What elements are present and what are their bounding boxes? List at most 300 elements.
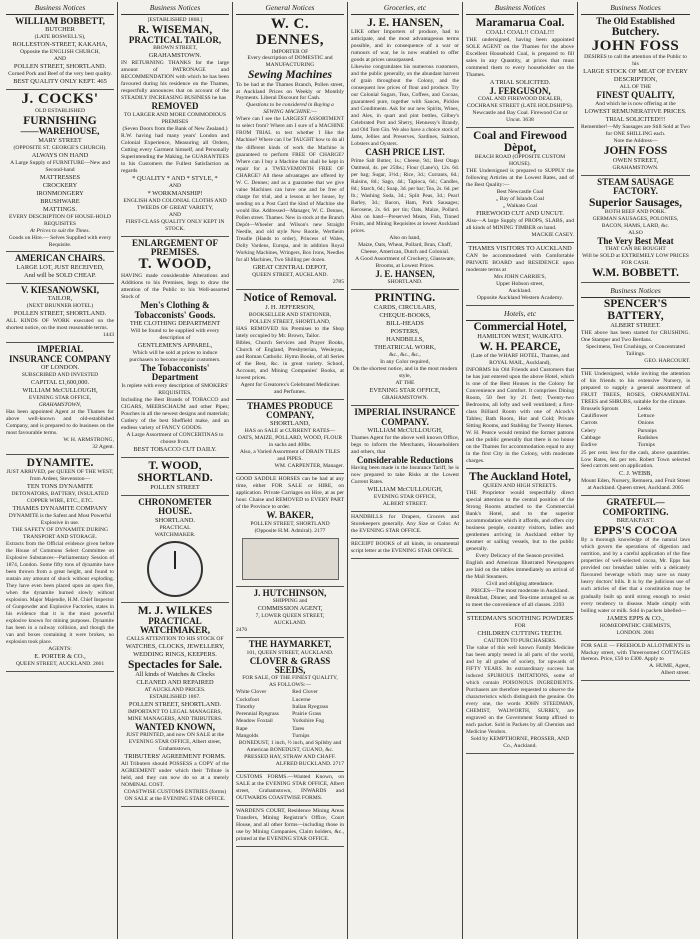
advert-body-text: By a thorough knowledge of the natural laws which govern the operations of digestion and nutrition, and by a careful application of the fine properties of well-selected cocoa, Mr. Epps has provided our breakfast tables with a delicately flavoured beverage which may save us many heavy doctors' bills. It is by the judicious use of such articles of diet that a constitution may be gradually built up until strong enough to resist every tendency to disease. Made simply with boiling water or milk. Sold in packets labelled— xyxy=(581,537,690,614)
advert-imperial-insurance xyxy=(6,343,114,455)
advert-line: CAN be accommodated with Comfortable PRIVATE BOARD and RESIDENCE upon moderate terms at xyxy=(466,253,574,274)
advert-line: JUST PRINTED, and now ON SALE at the EVENING STAR OFFICE, Albert street, Grahamstown, xyxy=(125,732,225,752)
advert-bobbett-butcher xyxy=(6,15,114,90)
price-list-item: Timothy xyxy=(236,703,256,710)
advert-line: Has been appointed Agent at the Thames for above well-known and old-established Company, and is prepared to do business on the most favourable terms. xyxy=(6,409,114,437)
advert-line: OF LONDON. xyxy=(40,364,80,372)
advert-line: J. FERGUSON, xyxy=(489,85,551,96)
advert-line: And which he is now offering at the xyxy=(595,100,676,107)
advert-line: The Auckland Hotel, xyxy=(469,471,571,484)
advert-line: SHORTLAND, xyxy=(270,420,310,428)
advert-line: PRESSED HAY, STRAW AND CHAFF. xyxy=(244,754,336,761)
advert-line: POLLEN STREET, SHORTLAND. xyxy=(128,700,222,708)
advert-line: PRACTICAL TAILOR, xyxy=(128,35,222,46)
advert-line: Is replete with every description of SMOKERS' REQUISITES, xyxy=(121,382,229,396)
advert-thames-visitors xyxy=(466,243,574,306)
advert-line: BONEDUST, 1 inch, ½ inch, and Spilsby and American BONEDUST, GUANO, &c. xyxy=(238,740,342,754)
advert-line: COASTWISE CUSTOMS ENTRIES (forms) ON SALE at the EVENING STAR OFFICE. xyxy=(123,788,227,802)
advert-line: Remember!—My Sausages are Still Sold at Two for ONE SHILLING each. xyxy=(581,123,690,137)
advert-line: OWEN STREET, xyxy=(612,156,659,164)
advert-line: IMPERIAL INSURANCE xyxy=(354,407,456,418)
carriage-illustration xyxy=(242,538,339,580)
advert-line: THE SAFETY OF DYNAMITE DURING TRANSPORT AND STORAGE. xyxy=(11,527,109,540)
column-heading: Business Notices xyxy=(466,2,574,15)
price-list-row xyxy=(236,726,344,733)
column-heading: General Notices xyxy=(236,2,344,15)
advert-line: INFORMS his Old Friends and Customers that he has just entered upon the above Hotel, which is one of the Best Houses in the Colony for Convenience and Comfort. It comprises Dining Room, 50 feet by 21 feet; Twenty-two Bedrooms, all lofty and well ventilated; a first-class Billiard Room with one of Alcock's Tables; Bath Room, Hot and Cold; Private Sitting Rooms, and Stabling for Twenty Horses. xyxy=(466,367,574,430)
advert-line: C. J. WEBB, xyxy=(618,470,653,478)
advert-line: The Very Best Meat xyxy=(597,235,674,246)
advert-line: FOR SALE, OF THE FINEST QUALITY, xyxy=(242,675,338,682)
advert-line: RECEIPT BOOKS of all kinds, in ornamental script letter at the EVENING STAR OFFICE. xyxy=(351,541,459,555)
advert-line: BEACH ROAD (OPPOSITE CUSTOM HOUSE). xyxy=(474,154,566,168)
advert-line: JUST ARRIVED, per QUEEN OF THE WEST, from Ardeer, Stevenston— xyxy=(6,469,114,483)
advert-line: Civil and obliging attendance. xyxy=(486,580,554,587)
advert-line: &c., &c., &c., xyxy=(389,352,421,359)
advert-line: Men's Clothing & Tobacconists' Goods. xyxy=(134,300,216,320)
advert-line: W. H. PEARCE, xyxy=(479,341,561,354)
advert-line: Considerable Reductions xyxy=(356,454,454,465)
advert-line: AUCKLAND. xyxy=(273,620,307,627)
advert-line: ALBERT STREET. xyxy=(382,501,428,508)
advert-body-text: The value of this well known Family Medicine has been amply tested in all parts of the world, and by all grades of society, for upwards of FIFTY YEARS. Its extraordinary success has induced SPURIOUS IMITATIONS, some of which contain POISONOUS INGREDIENTS. Purchasers are therefore requested to observe the characteristics which distinguish the genuine. On every one, the words JOHN STEEDMAN, CHEMIST, WALWORTH, SURREY, are engraved on the Government Stamp affixed to each packet. Sold in Packets by all Chemists and Medicine Vendors. xyxy=(466,644,574,735)
advert-line: TO LARGER AND MORE COMMODIOUS PREMISES xyxy=(123,111,227,125)
advert-haymarket-seeds xyxy=(236,638,344,772)
advert-line: IMPORTER OF xyxy=(271,48,309,55)
advert-line: DESIRES to call the attention of the Public to his xyxy=(584,54,687,68)
advert-line: IRONMONGERY xyxy=(36,189,84,197)
advert-line: GENTLEMEN'S APPAREL, xyxy=(137,341,213,349)
advert-line: THAMES DYNAMITE COMPANY xyxy=(12,505,108,513)
advert-line: GOOD SADDLE HORSES can be had at any time, either FOR SALE or HIRE, on application. Private Carriages on Hire, at as per hour. Chaise and REMOVED to EVERY PART of the Province to order. xyxy=(236,476,344,511)
advert-line: EPPS'S COCOA xyxy=(593,525,678,538)
advert-line: J. COCKS' xyxy=(21,91,99,108)
advert-line: Will be SOLD at EXTREMELY LOW PRICES FOR CASH. xyxy=(582,252,689,266)
advert-line: EVERY DESCRIPTION OF HOUSE-HOLD REQUISITES xyxy=(9,213,111,227)
advert-line: THE CLOTHING DEPARTMENT xyxy=(129,320,221,328)
advert-line: Opposite the ENGLISH CHURCH, xyxy=(20,49,100,56)
advert-wood-address xyxy=(121,458,229,496)
advert-baker-horses xyxy=(236,474,344,586)
advert-line: GERMAN SAUSAGES, POLONIES, xyxy=(592,215,679,222)
advert-line: Which will be sold at prices to induce purchasers to become regular customers. xyxy=(129,349,221,363)
advert-nursery-stock xyxy=(581,369,690,496)
advert-line: J. H. JEFFERSON, xyxy=(265,303,315,311)
price-list-item: Turnips xyxy=(637,442,655,449)
advert-line: WILLIAM BOBBETT, xyxy=(15,16,105,26)
advert-line: IMPERIAL xyxy=(36,344,83,355)
advert-line: IN RETURNING THANKS for the large amount of PATRONAGE and RECOMMENDATION with which he has been favoured during his residence on the Thames, respectfully announces that on account of the STEADILY INCREASING BUSINESS he has xyxy=(121,60,229,102)
advert-line: E. PORTER & CO., xyxy=(34,653,86,661)
advert-line: ALFRED BUCKLAND. 2717 xyxy=(275,761,344,768)
advert-line: Will be found to be supplied with every description of xyxy=(130,328,220,341)
advert-line: SUBSCRIBED AND INVESTED xyxy=(21,372,99,379)
advert-line: Newcastle and Bay Coal. Firewood Cut or Uncut. 3638 xyxy=(472,110,568,124)
advert-line: CLOVER & GRASS SEEDS, xyxy=(249,655,331,675)
advert-line: DYNAMITE is the Safest and Most Powerful Explosive in use. xyxy=(8,513,112,527)
price-list-row xyxy=(581,442,690,449)
advert-line: OLD ESTABLISHED xyxy=(34,108,86,115)
advert-line: The Tobacconists' Department xyxy=(140,362,210,383)
price-list-item: Endive xyxy=(581,442,597,449)
advert-line: (Late of the WHARF HOTEL, Thames, and ROYAL MAIL, Auckland), xyxy=(470,353,570,367)
price-list-row xyxy=(581,435,690,442)
column-6 xyxy=(578,2,693,939)
advert-line: CHILDREN CUTTING TEETH. xyxy=(477,629,563,637)
advert-body-text: Likewise congratulates his numerous customers, and the public generally, on the abundant harvest of grain throughout the Colony, and the consequent low prices of flour and produce. Try our Colonial Sugars, Teas, Coffees, and Cocoas, guaranteed pure, together with Sauces, Pickles and Condiments. Ask for our new Spirits, Wines, and Ales, in quart and pint bottles, Gilbey's Celebrated Port and Sherry, Hennessy's Brandy, and Old Tom Gin. We also have a choice stock of Jams, Jellies and Preserves, Sardines, Salmon, Lobsters and Oysters. xyxy=(351,63,459,148)
price-list-item: Yorkshire Fog xyxy=(292,718,325,725)
advert-line: MACKIE CASEY. xyxy=(531,232,574,239)
advert-line: WILLIAM McCULLOUGH, xyxy=(22,387,98,395)
advert-line: Including the Best Brands of TOBACCO and CIGARS, MEERSCHAUM and other Pipes; Pouches in all the newest designs and materials; Cutlery of the best Sheffield make, and an endless variety of FANCY GOODS. xyxy=(121,396,229,431)
advert-line: Also on hand, xyxy=(389,234,421,241)
advert-line: LIKE other Importers of produce, had to anticipate, and the most advantageous terms possible, and in consequence of a war or rumours of war, he is now enabled to offer goods at prices unsurpassed. xyxy=(351,29,459,63)
price-list-item: Cabbage xyxy=(581,434,601,441)
advert-line: Every description of DOMESTIC and MANUFACTURING xyxy=(247,55,333,69)
advert-line: BRUSHWARE xyxy=(40,197,80,205)
price-list-item: Perennial Ryegrass xyxy=(236,711,279,718)
advert-line: CHEQUE-BOOKS, xyxy=(379,312,431,320)
advert-line: 101, QUEEN STREET, AUCKLAND. xyxy=(246,649,334,656)
advert-line: CUSTOMS FORMS.—Wanted Known, on SALE at the EVENING STAR OFFICE, Albert street, Grahamstown, INWARDS and OUTWARDS COASTWISE FORMS. xyxy=(236,774,344,802)
advert-line: CAPITAL £1,600,000. xyxy=(30,379,90,387)
advert-line: At Prices to suit the Times. xyxy=(30,227,90,234)
price-list-item: Prairie Grass xyxy=(292,711,322,718)
advert-line: Thames Agent for the above well known Office, begs to inform the Merchants, Householders and others, that xyxy=(351,434,460,455)
advert-line: FOR SALE — FREEHOLD ALLOTMENTS in Mackay street, with Threeroomed COTTAGES thereon. Price, £50 to £300. Apply to xyxy=(581,642,690,663)
clock-illustration xyxy=(147,541,203,597)
advert-hotels-head xyxy=(466,306,574,469)
advert-line: BREAKFAST. xyxy=(616,517,655,525)
price-list-item: Cocksfoot xyxy=(236,696,259,703)
advert-line: A Good Assortment of Crockery, Glassware, Brooms, at Lowest Prices. xyxy=(355,255,455,269)
advert-american-chairs xyxy=(6,252,114,283)
advert-printing xyxy=(351,290,459,406)
advert-line: Opposite Auckland Western Academy. xyxy=(476,295,564,302)
advert-line: OATS, MAIZE, POLLARD, WOOD, FLOUR in sacks and 40lbs. xyxy=(237,435,343,449)
advert-line: Also—A large Supply of PROPS, SLABS, and all kinds of MINING TIMBER on hand. xyxy=(466,218,574,232)
advert-line: M. J. WILKES xyxy=(137,604,213,617)
advert-thames-produce xyxy=(236,400,344,475)
advert-line: A. HUME, Agent, xyxy=(649,663,690,670)
advert-line: ALL KINDS OF WORK executed on the shortest notice, on the most reasonable terms. xyxy=(6,318,114,332)
column-3 xyxy=(233,2,348,939)
advert-line: GRAHAMSTOWN. xyxy=(148,52,202,60)
advert-line: Maize, Oats, Wheat, Pollard, Bran, Chaff, Cheese, American, Dutch and Colonial. xyxy=(358,241,452,255)
advert-wardens-court xyxy=(236,806,344,847)
advert-line: CALLS ATTENTION TO HIS STOCK OF xyxy=(126,635,224,642)
advert-line: ALWAYS ON HAND xyxy=(31,151,89,159)
advert-line: (OPPOSITE ST. GEORGE'S CHURCH). xyxy=(13,144,107,151)
advert-line: GRAHAMSTOWN. xyxy=(612,164,659,171)
advert-line: WILLIAM McCULLOUGH, xyxy=(367,486,443,494)
advert-line: HAMILTON WEST, WAIKATO. xyxy=(477,333,563,341)
advert-line: BUTCHER xyxy=(45,26,75,34)
advert-line: BOOKSELLER AND STATIONER, xyxy=(248,311,332,318)
advert-imperial-insurance-2 xyxy=(351,406,459,512)
advert-line: Bibles, Church Services and Prayer Books, Church of England, Presbyterian, Wesleyan, and Roman Catholic. Hymn Books, of all Series of the Best, &c. in great variety. School, Account, and Mining Companies' Books, at lowest prices. xyxy=(236,339,344,381)
section-heading: Hotels, etc xyxy=(466,308,574,321)
advert-line: Sold by KEMPTHORNE, PROSSER, AND Co., Auckland. xyxy=(470,736,570,749)
advert-line: FINEST QUALITY, xyxy=(596,90,675,101)
advert-line: COAL AND FIREWOOD DEALER, xyxy=(477,96,562,103)
advert-line: A Large Supply of FURNITURE—New and Second-hand xyxy=(10,159,110,173)
advert-line: T. WOOD, xyxy=(148,459,202,472)
advert-line: JAMES EPPS & CO., xyxy=(607,614,664,622)
advert-line: REMOVED xyxy=(151,101,199,112)
advert-line: HANDBILLS for Drapers, Grocers and Storekeepers generally. Any Size or Color. At the EVENING STAR OFFICE. xyxy=(351,514,459,535)
advert-body-text: Prime Salt Butter, 1s.; Cheese, 9d.; Best Otago Oatmeal, 4s. per 25lbs.; Flour (Lane's), 12s. 6d. per bag; Sugar, 3½d.; Rice, 3d.; Currants, 6d.; Raisins, 8d.; Sago, 4d.; Tapioca, 6d.; Candles, 8d.; Starch, 6d.; Soap, 3d. per bar; Tea, 2s. 6d. per lb.; Washing Soda, 3d.; Split Peas, 3d.; Pearl Barley, 3d.; Bacon, Ham, Pork Sausages; Kerosene, 2s. 6d. per tin; Oats, Maize, Pollard. Also on hand—Preserved Meats, Fish, Tinned Fruits, and Mining Requisites at lowest Auckland prices. xyxy=(351,157,459,234)
advert-line: BILL-HEADS xyxy=(386,320,424,328)
advert-line: PRACTICAL WATCHMAKER, xyxy=(139,615,211,636)
advert-line: ENLARGEMENT OF PREMISES. xyxy=(131,237,219,258)
advert-line: ROLLESTON-STREET, KAKAHA, xyxy=(12,41,108,49)
advert-line: BEST QUALITY ONLY KEPT. 465 xyxy=(13,78,107,86)
advert-line: LARGE LOT, JUST RECEIVED, xyxy=(16,263,104,271)
advert-line: POSTERS, xyxy=(390,328,420,336)
column-heading: Business Notices xyxy=(121,2,229,15)
advert-line: 2785 xyxy=(332,278,344,285)
advert-line: EVENING STAR OFFICE, xyxy=(373,494,437,501)
advert-line: ALSO xyxy=(628,229,643,236)
advert-line: Notice of Removal. xyxy=(243,291,337,304)
advert-line: STEEDMAN'S SOOTHING POWDERS xyxy=(467,614,573,622)
advert-line: QUEEN STREET, AUCKLAND. 2661 xyxy=(15,661,105,668)
advert-line: W. H. ARMSTRONG, xyxy=(63,437,114,444)
advert-line: TRIBUTERS' AGREEMENT FORMS. xyxy=(124,752,226,760)
advert-line: Mount Eden, Nursery, Remuera, and Fruit Street at Auckland. Queen street, Auckland. 2005 xyxy=(581,478,690,492)
advert-line: COMMISSION AGENT, xyxy=(257,605,323,613)
advert-line: POLLEN STREET, SHORTLAND, xyxy=(249,318,331,325)
advert-line: J. E. HANSEN, xyxy=(367,17,443,29)
advert-line: J. E. HANSEN, xyxy=(375,268,435,279)
advert-line: TAILOR, xyxy=(47,295,73,303)
advert-line: On the shortest notice, and in the most modern style, xyxy=(352,366,458,380)
advert-line: THAMES VISITORS TO AUCKLAND xyxy=(468,245,572,253)
advert-line: 1443 xyxy=(102,332,114,339)
advert-line: HAS REMOVED his Premises to the Shop lately occupied by Mr. Brown, Tailor. xyxy=(236,325,344,339)
price-list-row xyxy=(236,718,344,725)
advert-line: CARDS, CIRCULARS, xyxy=(374,304,436,312)
advert-line: Upper Hobson street, xyxy=(496,281,544,288)
advert-line: QUEEN STREET, AUCKLAND. xyxy=(252,271,328,278)
advert-line: * WORKMANSHIP! xyxy=(147,189,203,197)
advert-line: COCHRANE STREET (LATE HOLDSHIP'S). xyxy=(467,103,573,110)
advert-line: ALBERT STREET. xyxy=(610,322,661,330)
advert-line: BROWN STREET, xyxy=(153,45,197,52)
advert-line: R.W. having had many years' London and Colonial Experience, Measuring all Orders, Cutting every Garment himself, and Personally Superintending the Making, he GUARANTEES to his Customers the Fullest Satisfaction as regards xyxy=(121,132,229,174)
advert-wood-tobacconist xyxy=(121,237,229,458)
advert-spencers-battery xyxy=(581,283,690,369)
advert-line: AS FOLLOWS:— xyxy=(268,682,312,689)
advert-line: Corned Pork and Beef of the very best quality. xyxy=(8,71,112,78)
advert-line: WILLIAM McCULLOUGH, xyxy=(367,426,443,434)
advert-line: Breakfast, Dinner, and Tea-time arranged so as to meet the convenience of all classes. 2393 xyxy=(466,594,574,608)
advert-line: 32 Agent. xyxy=(92,444,114,451)
advert-line: ESTABLISHED 1867. xyxy=(149,693,201,700)
advert-line: Having been made in the Insurance Tariff, he is now prepared to take Risks at the Lowest Current Rates. xyxy=(351,465,459,486)
advert-line: PRICES—The most moderate in Auckland. xyxy=(471,587,569,594)
advert-line: DYNAMITE. xyxy=(26,457,94,470)
advert-line: AGENTS: xyxy=(48,646,72,653)
advert-line: ——WAREHOUSE, xyxy=(20,126,100,137)
advert-line: PRINTING. xyxy=(374,292,436,305)
advert-line: POLLEN STREET, SHORTLAND. xyxy=(13,310,107,318)
advert-line: 25 per cent. less for the cash, above quantities. Low Rates, 6d. per ten. Robert Town selected Seed carrots sent on application. xyxy=(581,449,690,470)
advert-line: ENGLISH AND COLONIAL CLOTHS AND TWEEDS OF GREAT VARIETY, xyxy=(123,197,227,211)
advert-line: BOTH BEEF AND PORK. xyxy=(604,208,667,215)
advert-line: HAVING made considerable Alterations and Additions to his Premises, begs to draw the attention of the Public to his Well-assorted Stock of xyxy=(121,273,229,301)
advert-dennes-sewing xyxy=(236,15,344,290)
advert-line: MATTINGS. xyxy=(43,205,77,213)
advert-line: WANTED KNOWN, xyxy=(134,721,215,732)
column-4 xyxy=(348,2,463,939)
column-heading: Groceries, etc xyxy=(351,2,459,15)
advert-line: Superior Sausages, xyxy=(588,196,683,209)
advert-line: FOR xyxy=(514,622,526,629)
advert-line: Mrs JOHN CARRIE'S, xyxy=(493,274,547,281)
advert-line: T. WOOD, xyxy=(138,256,212,273)
advert-line: FIREWOOD CUT AND UNCUT. xyxy=(476,210,564,218)
advert-line: MATTRESSES xyxy=(39,173,81,181)
advert-kiesanowski-tailor xyxy=(6,284,114,343)
advert-line: Note the Address— xyxy=(613,137,658,144)
price-list-row xyxy=(581,428,690,435)
advert-line: To be had at the Thames Branch, Pollen street, at Auckland Prices on Weekly or Monthly Payments. Liberal Discount for Cash. xyxy=(236,81,344,102)
advert-line: AND xyxy=(168,182,182,189)
advert-customs-forms xyxy=(236,772,344,806)
advert-line: A Large Assortment of CONCERTINAS to choose from. xyxy=(126,431,224,445)
advert-line: WM. CARPENTER, Manager. xyxy=(274,463,344,470)
advert-line: LONDON. 2081 xyxy=(616,629,655,636)
price-list-item: Radishes xyxy=(637,434,658,441)
advert-line: W.M. BOBBETT. xyxy=(592,266,679,279)
advert-cocks-furnishing xyxy=(6,90,114,252)
advert-line: GRAHAMSTOWN, xyxy=(38,402,82,409)
advert-receipt-books xyxy=(351,539,459,559)
advert-line: JOHN FOSS xyxy=(591,37,680,54)
advert-line: 7, LOWER QUEEN STREET, xyxy=(255,613,325,620)
advert-line: AND xyxy=(168,211,182,218)
advert-line: THE Proprietor would respectfully direct special attention to the central position of the Strong Rooms attached to the Commercial Bank's Hotel, and to the superior accommodation which it affords, and offers city business people, country visitors, ladies and gentlemen arriving in Auckland either by steamer or sailing vessels, but to the public generally. xyxy=(466,490,574,552)
advert-steedman-powders xyxy=(466,613,574,754)
advert-line: HANDBILLS, xyxy=(386,336,424,344)
advert-removal-hepburn xyxy=(236,290,344,400)
advert-handbills xyxy=(351,512,459,539)
advert-line: W. H. Pearce would remind the former patrons and the public generally that there is no house on the Thames for accommodation equal to any in the first City in the Colony, with moderate charges. xyxy=(466,430,574,465)
advert-line: THEATRICAL WORK, xyxy=(374,344,436,352)
advert-line: CASH PRICE LIST. xyxy=(365,147,445,158)
advert-hutchinson-agent xyxy=(236,587,344,638)
advert-line: HOMŒOPATHIC CHEMISTS, xyxy=(599,622,672,629)
column-heading: Business Notices xyxy=(6,2,114,15)
advert-line: IMPORTANT TO LEGAL MANAGERS, MINE MANAGERS, AND TRIBUTERS. xyxy=(127,708,223,722)
advert-line: POLLEN STREET, SHORTLAND xyxy=(250,520,330,527)
advert-old-butchery xyxy=(581,15,690,176)
advert-line: FURNISHING xyxy=(23,115,97,128)
price-list-item: Meadow Foxtail xyxy=(236,718,273,725)
price-list-item: Mangolds xyxy=(236,732,259,739)
advert-line: CHRONOMETER HOUSE. xyxy=(138,496,212,517)
advert-line: 2476 xyxy=(236,627,248,634)
advert-line: Best Newcastle Coal xyxy=(496,189,544,196)
advert-line: THAT CAN BE BOUGHT xyxy=(605,245,666,252)
advert-line: R. WISEMAN, xyxy=(137,23,213,36)
advert-line: Spectacles for Sale. xyxy=(127,658,222,671)
advert-auckland-hotel xyxy=(466,469,574,613)
advert-line: GEO. HARCOURT. xyxy=(644,358,690,365)
column-heading: Business Notices xyxy=(581,2,690,15)
advert-line: WATCHMAKER. xyxy=(154,531,196,538)
advert-line: (NEXT BRUNNER HOTEL) xyxy=(26,303,94,310)
advert-line: GRAHAMSTOWN. xyxy=(381,395,429,402)
advert-line: GRATEFUL—COMFORTING. xyxy=(602,497,669,517)
column-2 xyxy=(118,2,233,939)
advert-epps-cocoa xyxy=(581,496,690,640)
advert-line: Also, a Varied Assortment of DRAIN TILES and PIPES. xyxy=(239,449,341,463)
advert-line: Every Delicacy of the Season provided. xyxy=(475,552,565,559)
advert-body-text: Where can I see the LARGEST ASSORTMENT to select from? Where am I sure of a MACHINE FROM TRIAL to test whether I like the Machine? Where can I be TAUGHT how to do all the different kinds of work the Machine is guaranteed to perform FREE OF CHARGE? Where can I buy a Machine that shall be kept in repair for a TWELVEMONTH FREE OF CHARGE? All these advantages are offered by W. C. Dennes; and as a guarantee that we give value Machines can have one and be free of charge for trial, and a lesson at her house, by sending on a Post Card the kind of Machine she would like. Addressed—Manager, W. C. Dennes, Pollen street. Thames. New in stock at the Branch Depôt—Wheeler and Wilson's new Straight Needle, and old style New Rootle, Wertheim Treadle (Hands to order), Princess of Wales, Dolly Vardens, Europa, and in addition Royal Working Machines, Wringers, Box Irons, Needles for all Machines, Two Shilling per dozen. xyxy=(236,116,344,263)
advert-line: LOWEST REMUNERATIVE PRICES. xyxy=(584,107,687,115)
advert-line: DETONATORS, BATTERY, INSULATED COPPER WIRE, ETC., ETC. xyxy=(11,491,109,505)
advert-line: BACON, HAMS, LARD, &c. xyxy=(601,222,670,229)
advert-line: All Tributers should POSSESS a COPY of the AGREEMENT under which their Tribute is held, and they can now do so at a merely NOMINAL COST. xyxy=(121,760,229,788)
advert-freehold-allotments xyxy=(581,641,690,682)
column-5 xyxy=(463,2,578,939)
advert-line: „ Bay of Islands Coal xyxy=(495,196,545,203)
advert-line: AT AUCKLAND PRICES. xyxy=(144,686,206,693)
advert-line: AMERICAN CHAIRS. xyxy=(14,253,105,264)
advert-line: V. KIESANOWSKI, xyxy=(20,284,100,295)
advert-line: INSURANCE COMPANY xyxy=(8,353,112,364)
advert-chronometer-house xyxy=(121,496,229,603)
price-list-item: Lucerne xyxy=(292,696,311,703)
advert-line: Agent for Greatorex's Celebrated Medicines and Perfumes. xyxy=(240,381,340,395)
advert-line: English and American Illustrated Newspapers are laid on the tables immediately on arrival of the Mail Steamers. xyxy=(466,559,574,580)
price-list-item: Onions xyxy=(637,420,654,427)
price-list-item: Tares xyxy=(292,725,305,732)
advert-line: PRACTICAL xyxy=(159,524,191,531)
price-list-row xyxy=(581,413,690,420)
advert-line: W. BAKER, xyxy=(266,510,314,521)
advert-line: THE HAYMARKET, xyxy=(248,639,332,650)
advert-line: AND xyxy=(53,56,67,63)
price-list-item: Rape xyxy=(236,725,248,732)
advert-line: EVENING STAR OFFICE, xyxy=(28,395,92,402)
advert-steam-sausage xyxy=(581,176,690,283)
advert-line: STEAM SAUSAGE FACTORY. xyxy=(597,176,674,197)
advert-line: COAL! COAL!! COAL!!! xyxy=(485,29,555,37)
advert-line: SHORTLAND. xyxy=(387,279,423,286)
advert-line: Albert street. xyxy=(660,670,690,677)
price-list-item: Celery xyxy=(581,427,596,434)
advert-line: WARDEN'S COURT, Residence Mining Areas Transfers, Mining Registrar's Office, Court House, and all other forms—including those in use by Mining Companies, Claim holders, &c., printed at the EVENING STAR OFFICE. xyxy=(236,808,344,843)
advert-line: GREAT CENTRAL DEPOT, xyxy=(252,263,328,271)
price-list-item: Brussels Sprouts xyxy=(581,405,619,412)
advert-body-text: Extracts from the Official evidence given before the House of Commons Select Committee on Explosive Substances—Parliamentary Session of 1874, London. Some fifty tons of dynamite have been thrown from a great height, and found to sustain any amount of shock without exploding. They have even been placed upon an open fire, when the dynamite burned slowly without explosion. Major Majendie, H.M. Chief Inspector of Gunpowder and Explosive Factories, states in his evidence that it is the most powerful explosive known for mining purposes. Dynamite has been in a railway collision, and though the van and boxes containing it were broken, no explosion took place. xyxy=(6,540,114,646)
advert-line: Goods on Hire.— Selves Supplied with every Requisite. xyxy=(8,234,112,248)
advert-line: THE above has been started for CRUSHING. One Stamper and Two Berdans. xyxy=(581,330,690,344)
price-list-item: White Clover xyxy=(236,689,267,696)
advert-line: * QUALITY * AND * STYLE, * xyxy=(132,174,218,182)
advert-line: (Seven Doors from the Bank of New Zealand.) xyxy=(122,125,228,132)
advert-line: CROCKERY xyxy=(42,181,78,189)
column-1 xyxy=(3,2,118,939)
advert-line: The Old Established xyxy=(596,16,675,26)
price-list-row xyxy=(236,697,344,704)
advert-line: Butchery. xyxy=(611,26,660,39)
advert-line: Questions to be considered in Buying a SEWING MACHINE:— xyxy=(246,102,334,116)
